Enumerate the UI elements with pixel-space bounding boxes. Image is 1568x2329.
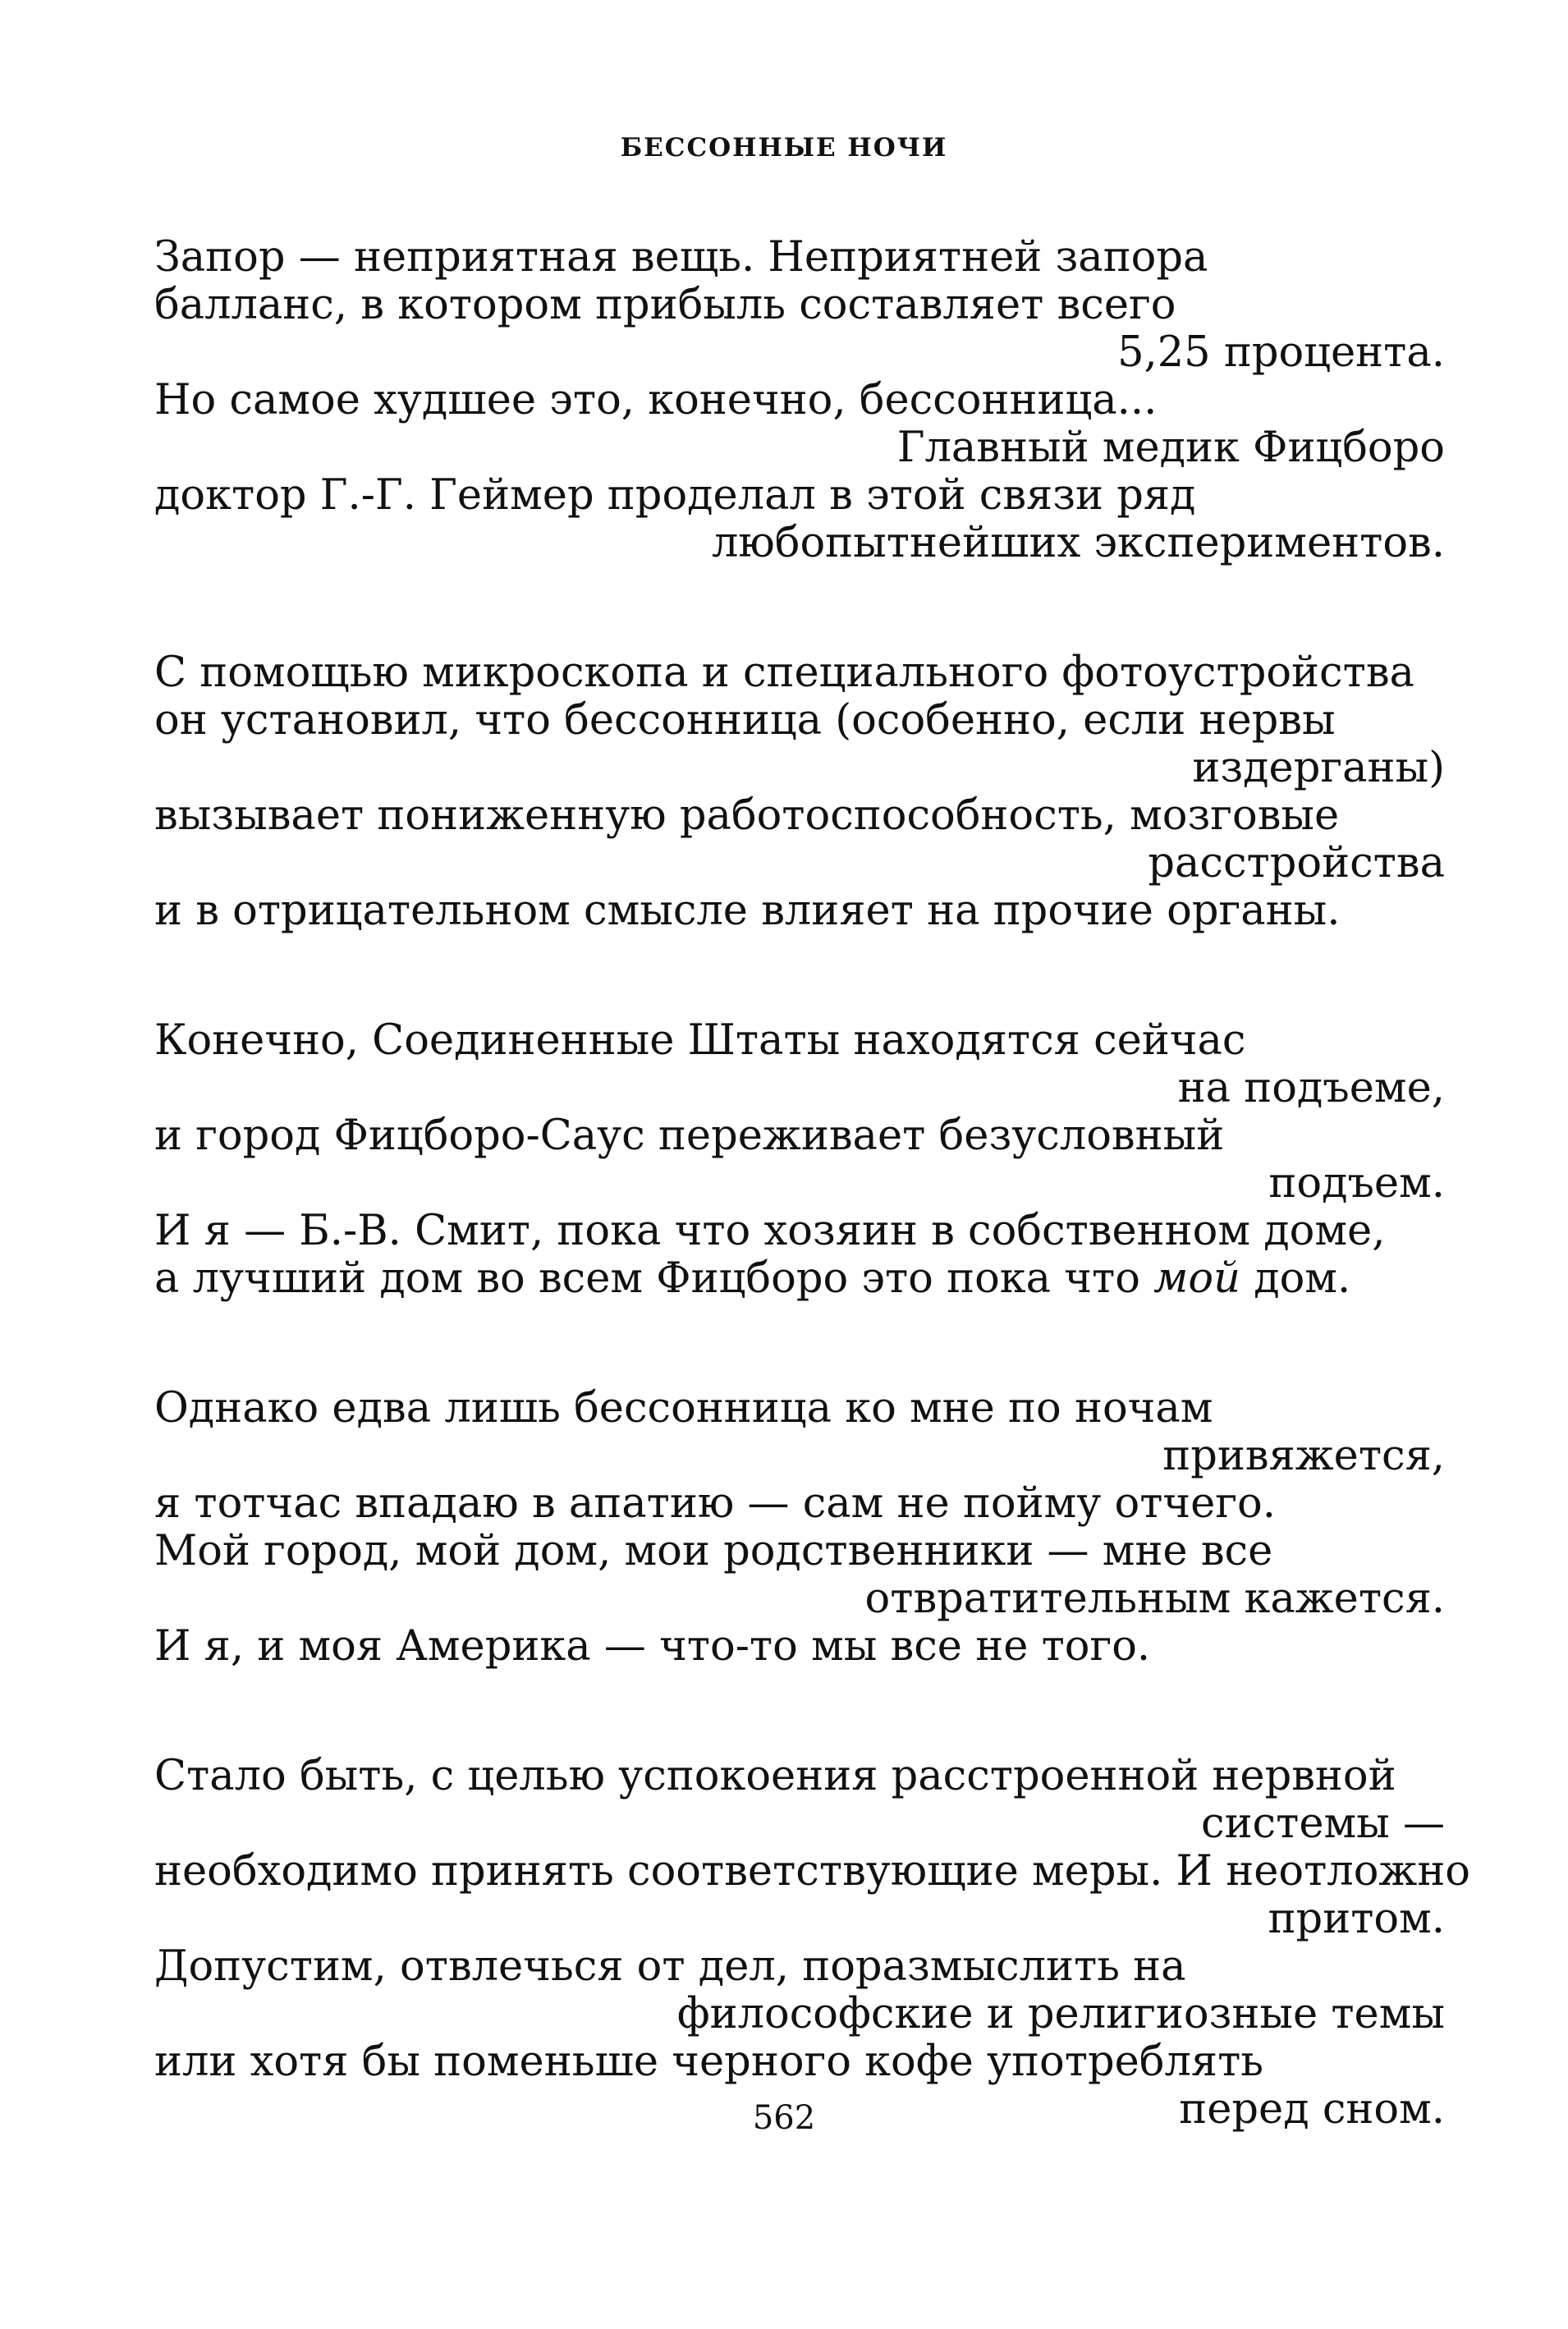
verse-line-text: С помощью микроскопа и специального фотоустройства [154,649,1414,697]
verse-line [154,697,1445,745]
verse-line-text: И я, и моя Америка — что-то мы все не того. [154,1622,1151,1671]
verse-line [154,1528,1445,1575]
verse-line [154,1433,1445,1480]
verse-line [154,1112,1445,1160]
verse-line [154,745,1445,792]
verse-line [154,520,1445,567]
verse-line [154,1255,1445,1303]
verse-line-text: доктор Г.-Г. Геймер проделал в этой связи ряд [154,471,1196,520]
poem-body [154,233,1471,2134]
verse-line [154,329,1445,377]
running-head: БЕССОННЫЕ НОЧИ [620,133,948,163]
stanza [154,1752,1471,2134]
verse-line [154,1017,1445,1065]
verse-line-text: Однако едва лишь бессонница ко мне по ночам [154,1384,1213,1433]
verse-line [154,1991,1445,2038]
verse-line-text: привяжется, [1162,1432,1445,1480]
verse-line-text: перед сном. [1179,2085,1445,2134]
verse-line-text: Допустим, отвлечься от дел, поразмыслить на [154,1942,1186,1991]
verse-line-text: Конечно, Соединенные Штаты находятся сейчас [154,1016,1246,1065]
stanza [154,234,1445,567]
verse-line-text: любопытнейших экспериментов. [711,519,1445,567]
verse-line-text: вызывает пониженную работоспособность, мозговые [154,791,1340,840]
verse-line [154,840,1445,887]
verse-line-text: или хотя бы поменьше черного кофе употреблять [154,2038,1264,2086]
verse-line-text: балланс, в котором прибыль составляет всего [154,281,1176,329]
verse-line-text: он установил, что бессонница (особенно, если нервы [154,696,1336,745]
verse-line-text: Запор — неприятная вещь. Неприятней запора [154,233,1208,282]
verse-line-tail: дом. [1240,1254,1351,1303]
verse-line [154,1065,1445,1112]
verse-line [154,1800,1445,1848]
verse-line-text: на подъеме, [1177,1064,1445,1112]
page-number: 562 [752,2099,816,2137]
verse-line-text: а лучший дом во всем Фицборо это пока что [154,1254,1154,1303]
verse-line [154,1385,1445,1433]
verse-line-text: Стало быть, с целью успокоения расстроенной нервной [154,1752,1396,1800]
verse-line-text: притом. [1268,1895,1445,1943]
verse-line [154,424,1445,472]
verse-line-text: я тотчас впадаю в апатию — сам не пойму отчего. [154,1479,1276,1528]
verse-line [154,1623,1445,1671]
verse-line [154,1847,1471,1896]
verse-line-text: 5,25 процента. [1117,328,1445,377]
verse-line [154,1896,1445,1943]
verse-line-text: Мой город, мой дом, мои родственники — мне все [154,1527,1273,1575]
verse-line-text: системы — [1201,1799,1445,1848]
verse-line-text: И я — Б.-В. Смит, пока что хозяин в собственном доме, [154,1207,1386,1255]
verse-line-text: Но самое худшее это, конечно, бессонница... [154,376,1158,424]
verse-line [154,282,1445,329]
verse-line-text: Главный медик Фицборо [896,424,1445,472]
verse-line [154,649,1445,697]
verse-line [154,1575,1445,1623]
verse-line [154,2038,1445,2086]
verse-line-text: отвратительным кажется. [864,1575,1445,1623]
verse-line [154,1160,1445,1208]
verse-line [154,792,1445,840]
verse-line-text: и в отрицательном смысле влияет на прочие органы. [154,887,1341,935]
verse-line [154,887,1445,935]
stanza [154,1385,1445,1671]
verse-line-text: философские и религиозные темы [676,1990,1445,2038]
verse-line-text: и город Фицборо-Саус переживает безусловный [154,1112,1225,1160]
emphasized-word: мой [1153,1254,1240,1303]
verse-line-text: подъем. [1268,1159,1445,1208]
verse-line [154,1753,1445,1800]
stanza [154,649,1445,935]
verse-line [154,234,1445,282]
verse-line [154,1943,1445,1991]
verse-line-text: необходимо принять соответствующие меры. И неотложно [154,1847,1471,1896]
verse-line [154,1480,1445,1528]
verse-line [154,472,1445,520]
verse-line-text: издерганы) [1192,744,1445,792]
verse-line [154,377,1445,424]
verse-line [154,1208,1445,1255]
stanza [154,1017,1445,1303]
verse-line-text: расстройства [1148,839,1445,887]
